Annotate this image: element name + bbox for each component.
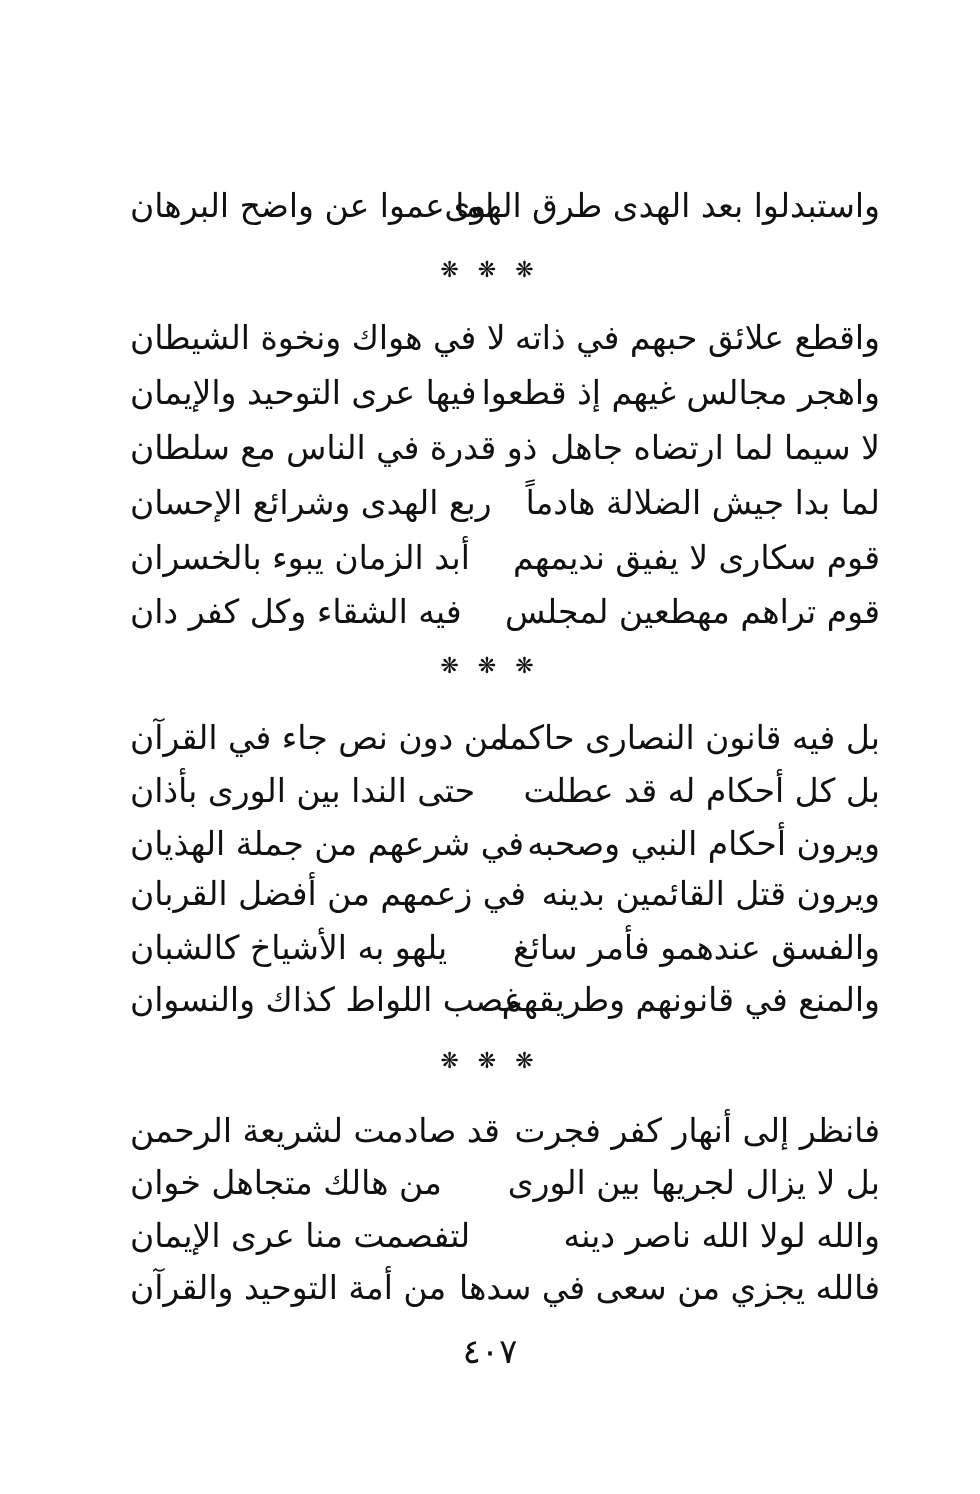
verse-second-hemistich: لما عموا عن واضح البرهان	[130, 186, 495, 225]
verse-second-hemistich: يلهو به الأشياخ كالشبان	[130, 928, 448, 967]
verse-second-hemistich: من أمة التوحيد والقرآن	[130, 1268, 447, 1307]
verse-first-hemistich: بل كل أحكام له قد عطلت	[523, 771, 880, 810]
verse-second-hemistich: لتفصمت منا عرى الإيمان	[130, 1216, 471, 1255]
verse-line	[120, 367, 880, 423]
verse-line	[120, 1157, 880, 1213]
verse-first-hemistich: فانظر إلى أنهار كفر فجرت	[514, 1111, 880, 1150]
verse-second-hemistich: من دون نص جاء في القرآن	[130, 718, 507, 757]
verse-line	[120, 712, 880, 768]
verse-line	[120, 422, 880, 478]
verse-line	[120, 1262, 880, 1318]
verse-first-hemistich: ويرون قتل القائمين بدينه	[541, 874, 880, 913]
verse-first-hemistich: واهجر مجالس غيهم إذ قطعوا	[481, 373, 880, 412]
verse-second-hemistich: فيها عرى التوحيد والإيمان	[130, 373, 477, 412]
verse-second-hemistich: من هالك متجاهل خوان	[130, 1163, 442, 1202]
verse-first-hemistich: واستبدلوا بعد الهدى طرق الهوى	[444, 186, 880, 225]
verse-line	[120, 765, 880, 821]
verse-line	[120, 586, 880, 642]
verse-first-hemistich: قوم تراهم مهطعين لمجلس	[504, 592, 880, 631]
page-number: ٤٠٧	[462, 1332, 518, 1372]
verse-second-hemistich: ذو قدرة في الناس مع سلطان	[130, 428, 538, 467]
verse-line	[120, 312, 880, 368]
verse-first-hemistich: فالله يجزي من سعى في سدها	[458, 1268, 880, 1307]
verse-second-hemistich: فيه الشقاء وكل كفر دان	[130, 592, 462, 631]
verse-second-hemistich: غصب اللواط كذاك والنسوان	[130, 980, 522, 1019]
verse-first-hemistich: والفسق عندهمو فأمر سائغ	[513, 928, 880, 967]
verse-second-hemistich: قد صادمت لشريعة الرحمن	[130, 1111, 500, 1150]
verse-first-hemistich: لما بدا جيش الضلالة هادماً	[525, 483, 880, 522]
verse-first-hemistich: بل لا يزال لجريها بين الورى	[507, 1163, 880, 1202]
verse-second-hemistich: لا في هواك ونخوة الشيطان	[130, 318, 506, 357]
section-separator: ❋ ❋ ❋	[440, 258, 540, 283]
verse-second-hemistich: ربع الهدى وشرائع الإحسان	[130, 483, 492, 522]
verse-line	[120, 1105, 880, 1161]
verse-first-hemistich: والمنع في قانونهم وطريقهم	[501, 980, 880, 1019]
verse-line	[120, 922, 880, 978]
verse-line	[120, 1210, 880, 1266]
verse-first-hemistich: واقطع علائق حبهم في ذاته	[514, 318, 880, 357]
verse-second-hemistich: حتى الندا بين الورى بأذان	[130, 771, 476, 810]
verse-line	[120, 818, 880, 874]
verse-first-hemistich: ويرون أحكام النبي وصحبه	[527, 824, 880, 863]
verse-line	[120, 477, 880, 533]
verse-first-hemistich: بل فيه قانون النصارى حاكما	[499, 718, 880, 757]
verse-line	[120, 180, 880, 236]
verse-first-hemistich: والله لولا الله ناصر دينه	[563, 1216, 880, 1255]
verse-line	[120, 974, 880, 1030]
verse-second-hemistich: في شرعهم من جملة الهذيان	[130, 824, 525, 863]
verse-line	[120, 868, 880, 924]
verse-first-hemistich: قوم سكارى لا يفيق نديمهم	[512, 538, 880, 577]
verse-second-hemistich: في زعمهم من أفضل القربان	[130, 874, 527, 913]
verse-second-hemistich: أبد الزمان يبوء بالخسران	[130, 538, 470, 577]
section-separator: ❋ ❋ ❋	[440, 654, 540, 679]
verse-first-hemistich: لا سيما لما ارتضاه جاهل	[550, 428, 880, 467]
verse-line	[120, 532, 880, 588]
section-separator: ❋ ❋ ❋	[440, 1049, 540, 1074]
